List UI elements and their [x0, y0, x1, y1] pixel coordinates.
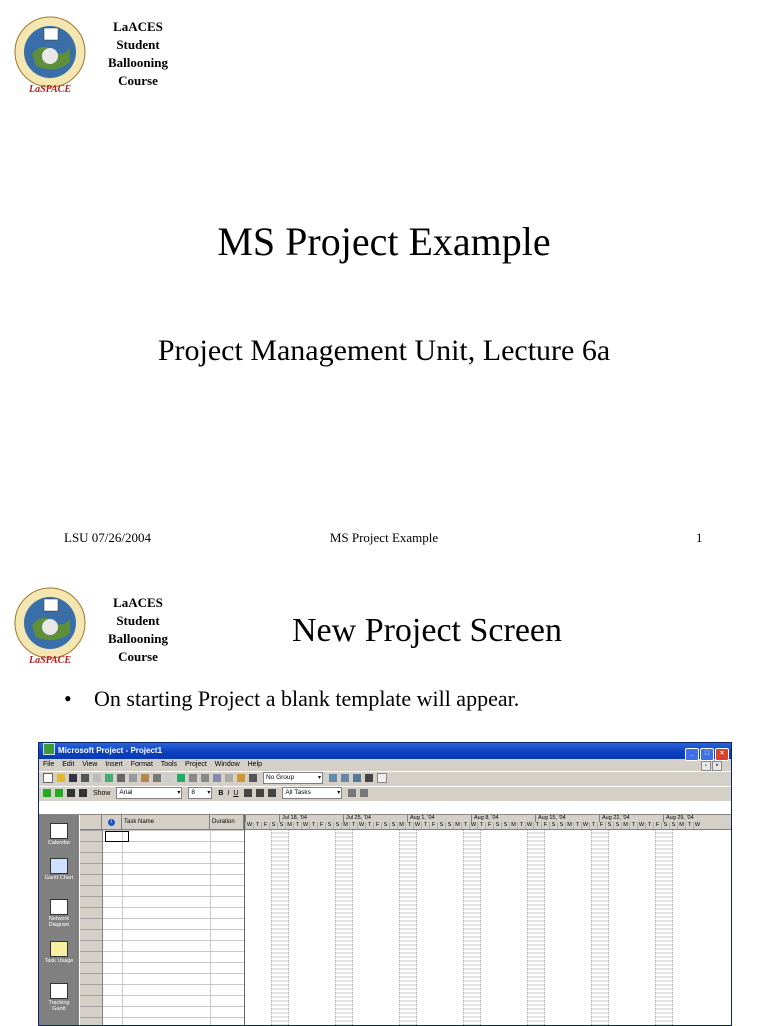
hyperlink-icon[interactable] [177, 774, 185, 782]
timescale-day: T [421, 822, 429, 829]
timescale-day: S [613, 822, 621, 829]
timescale-day: S [501, 822, 509, 829]
logo-line-2: Student [116, 613, 160, 628]
timescale-day: T [349, 822, 357, 829]
bold-button[interactable]: B [218, 790, 224, 797]
view-tracking-label: Tracking Gantt [48, 1000, 70, 1012]
nonworking-time [527, 830, 545, 1025]
select-all-cell[interactable] [80, 815, 102, 829]
active-cell[interactable] [105, 831, 129, 842]
split-task-icon[interactable] [213, 774, 221, 782]
menu-project[interactable]: Project [185, 761, 207, 768]
timescale-day: M [509, 822, 517, 829]
menu-window[interactable]: Window [214, 761, 240, 768]
view-gantt-label: Gantt Chart [44, 875, 74, 881]
gantt-chart-icon [50, 858, 68, 874]
unlink-tasks-icon[interactable] [201, 774, 209, 782]
timescale-day: W [694, 822, 701, 828]
timescale-day: S [661, 822, 669, 829]
calendar-icon [50, 823, 68, 839]
copy-icon[interactable] [129, 774, 137, 782]
timescale-day: T [477, 822, 485, 829]
timescale-week: Aug 15, '04 [535, 815, 599, 822]
slide-2-title: New Project Screen [292, 612, 563, 649]
goto-task-icon[interactable] [353, 774, 361, 782]
hide-subtasks-icon[interactable] [79, 789, 87, 797]
view-task-usage-label: Task Usage [44, 958, 74, 964]
nonworking-time [399, 830, 417, 1025]
chevron-down-icon: ▾ [317, 775, 321, 782]
group-select[interactable] [263, 772, 323, 784]
logo-brand-text: LaSPACE [28, 655, 72, 666]
font-size-select[interactable] [188, 787, 212, 799]
paste-icon[interactable] [141, 774, 149, 782]
timescale-day: F [597, 822, 605, 829]
page-number: 1 [696, 530, 703, 545]
timescale-day: S [605, 822, 613, 829]
timescale-week: Jul 18, '04 [279, 815, 343, 822]
print-icon[interactable] [81, 774, 89, 782]
timescale-day: T [517, 822, 525, 829]
link-tasks-icon[interactable] [189, 774, 197, 782]
timescale-day: M [453, 822, 461, 829]
group-select-value: No Group [265, 774, 295, 782]
align-center-icon[interactable] [256, 789, 264, 797]
logo-line-4: Course [118, 649, 158, 664]
timescale-day: S [381, 822, 389, 829]
align-left-icon[interactable] [244, 789, 252, 797]
notes-icon[interactable] [237, 774, 245, 782]
font-select[interactable] [116, 787, 182, 799]
project-app-icon [43, 743, 55, 755]
timescale-week: Jul 25, '04 [343, 815, 407, 822]
timescale-day: T [461, 822, 469, 829]
undo-icon[interactable] [165, 774, 173, 782]
nonworking-time [463, 830, 481, 1025]
chevron-down-icon: ▾ [177, 790, 181, 797]
copy-picture-icon[interactable] [365, 774, 373, 782]
slide-subtitle: Project Management Unit, Lecture 6a [157, 334, 611, 367]
timescale-day: M [677, 822, 685, 829]
outdent-icon[interactable] [43, 789, 51, 797]
logo-line-3: Ballooning [108, 631, 168, 646]
footer-title: MS Project Example [329, 530, 439, 545]
gantt-chart-pane [245, 815, 731, 1025]
logo-line-4: Course [118, 73, 158, 88]
timescale-week: Aug 22, '04 [599, 815, 663, 822]
column-divider [210, 830, 211, 1025]
laaces-logo [12, 14, 88, 96]
timescale-days [245, 822, 731, 829]
timescale-day: S [669, 822, 677, 829]
timescale-day: M [341, 822, 349, 829]
menu-bar [39, 759, 731, 771]
formatting-toolbar [39, 786, 731, 801]
menu-file[interactable]: File [43, 761, 55, 768]
tracking-gantt-icon [50, 983, 68, 999]
minimize-icon[interactable]: _ [685, 748, 699, 761]
view-bar [39, 815, 79, 1025]
save-icon[interactable] [69, 774, 77, 782]
timescale-day: F [429, 822, 437, 829]
row-headers[interactable] [80, 830, 103, 1025]
timescale-day: T [573, 822, 581, 829]
show-subtasks-icon[interactable] [67, 789, 75, 797]
timescale-day: W [582, 822, 589, 828]
font-size-value: 8 [191, 789, 195, 797]
underline-button[interactable]: U [233, 790, 239, 797]
timescale-day: T [685, 822, 693, 829]
timescale-day: T [293, 822, 301, 829]
timescale-day: F [373, 822, 381, 829]
open-icon[interactable] [57, 774, 65, 782]
column-divider [122, 830, 123, 1025]
timescale-day: F [261, 822, 269, 829]
view-network-label: Network Diagram [48, 916, 70, 928]
window-titlebar [39, 743, 731, 759]
menu-help[interactable]: Help [247, 761, 263, 768]
view-calendar-label: Calendar [47, 840, 71, 846]
logo-line-2: Student [116, 37, 160, 52]
menu-tools[interactable]: Tools [160, 761, 178, 768]
spelling-icon[interactable] [105, 774, 113, 782]
timescale-day: M [621, 822, 629, 829]
help-icon[interactable] [377, 773, 387, 783]
slide-title: MS Project Example [217, 219, 551, 264]
new-icon[interactable] [43, 773, 53, 783]
timescale-day: T [645, 822, 653, 829]
cut-icon[interactable] [117, 774, 125, 782]
format-painter-icon[interactable] [153, 774, 161, 782]
laaces-logo [12, 585, 88, 667]
timescale-day: S [437, 822, 445, 829]
timescale-day: W [526, 822, 533, 828]
chevron-down-icon: ▾ [207, 790, 211, 797]
timescale-day: W [302, 822, 309, 828]
align-right-icon[interactable] [268, 789, 276, 797]
menu-insert[interactable]: Insert [105, 761, 123, 768]
view-calendar[interactable] [43, 823, 75, 846]
timescale-day: F [485, 822, 493, 829]
timescale-day: W [414, 822, 421, 828]
timescale-day: S [549, 822, 557, 829]
ms-project-window [38, 742, 732, 1026]
menu-view[interactable]: View [82, 761, 98, 768]
timescale-day: T [309, 822, 317, 829]
timescale-day: F [317, 822, 325, 829]
zoom-out-icon[interactable] [341, 774, 349, 782]
italic-button[interactable]: I [227, 790, 230, 797]
task-sheet-header [80, 815, 244, 830]
standard-toolbar [39, 771, 731, 786]
timescale-day: T [253, 822, 261, 829]
bullet-item [64, 686, 519, 712]
timescale-day: T [533, 822, 541, 829]
info-column-header[interactable] [102, 815, 122, 829]
view-gantt-chart[interactable] [43, 858, 75, 881]
timescale-day: M [565, 822, 573, 829]
task-usage-icon [50, 941, 68, 957]
timescale-day: T [365, 822, 373, 829]
timescale-day: T [405, 822, 413, 829]
timescale-week: Aug 29, '04 [663, 815, 729, 822]
window-title: Microsoft Project - Project1 [58, 746, 163, 755]
close-icon[interactable]: × [715, 748, 729, 761]
gantt-wizard-icon[interactable] [360, 789, 368, 797]
logo-caption [96, 18, 180, 90]
filter-select[interactable] [282, 787, 342, 799]
project-workspace [39, 801, 731, 1025]
maximize-icon[interactable]: □ [700, 748, 714, 761]
timescale-day: S [277, 822, 285, 829]
font-select-value: Arial [119, 789, 133, 797]
bullet-text: On starting Project a blank template will appear. [94, 686, 520, 711]
timescale-day: S [269, 822, 277, 829]
timescale-day: W [470, 822, 477, 828]
timescale-day: F [541, 822, 549, 829]
nonworking-time [335, 830, 353, 1025]
print-preview-icon[interactable] [93, 774, 101, 782]
chevron-down-icon: ▾ [337, 790, 341, 797]
timescale-day: W [358, 822, 365, 828]
entry-bar[interactable] [39, 801, 731, 815]
duration-header[interactable]: Duration [210, 815, 244, 829]
menu-edit[interactable]: Edit [62, 761, 75, 768]
bullet-dot-icon: • [64, 686, 72, 711]
assign-resources-icon[interactable] [249, 774, 257, 782]
timescale-day: S [445, 822, 453, 829]
timescale [245, 815, 731, 830]
timescale-week-partial [245, 815, 279, 822]
nonworking-time [271, 830, 289, 1025]
info-icon: i [108, 819, 115, 826]
timescale-day: S [389, 822, 397, 829]
close-doc-icon[interactable]: × [712, 761, 722, 771]
timescale-day: F [653, 822, 661, 829]
nonworking-time [591, 830, 609, 1025]
timescale-day: S [557, 822, 565, 829]
logo-line-1: LaACES [113, 19, 163, 34]
timescale-day: T [589, 822, 597, 829]
filter-select-value: All Tasks [285, 789, 311, 797]
timescale-week: Aug 8, '04 [471, 815, 535, 822]
timescale-day: S [493, 822, 501, 829]
logo-brand-text: LaSPACE [28, 84, 72, 95]
logo-line-3: Ballooning [108, 55, 168, 70]
indent-icon[interactable] [55, 789, 63, 797]
timescale-day: W [638, 822, 645, 828]
timescale-day: W [246, 822, 253, 828]
nonworking-time [655, 830, 673, 1025]
view-task-usage[interactable] [43, 941, 75, 964]
zoom-in-icon[interactable] [329, 774, 337, 782]
timescale-day: S [325, 822, 333, 829]
logo-caption [96, 594, 180, 666]
view-tracking-gantt[interactable] [43, 983, 75, 1012]
footer-date: LSU 07/26/2004 [64, 530, 152, 545]
network-diagram-icon [50, 899, 68, 915]
view-network-diagram[interactable] [43, 899, 75, 928]
task-rows[interactable] [80, 830, 244, 1025]
timescale-day: M [285, 822, 293, 829]
timescale-day: S [333, 822, 341, 829]
menu-format[interactable]: Format [130, 761, 153, 768]
logo-line-1: LaACES [113, 595, 163, 610]
show-menu[interactable]: Show [92, 790, 111, 797]
restore-icon[interactable]: ▫ [701, 761, 711, 771]
timescale-day: T [629, 822, 637, 829]
task-sheet [80, 815, 245, 1025]
timescale-day: M [397, 822, 405, 829]
autofilter-icon[interactable] [348, 789, 356, 797]
task-info-icon[interactable] [225, 774, 233, 782]
timescale-week: Aug 1, '04 [407, 815, 471, 822]
task-name-header[interactable]: Task Name [122, 815, 210, 829]
